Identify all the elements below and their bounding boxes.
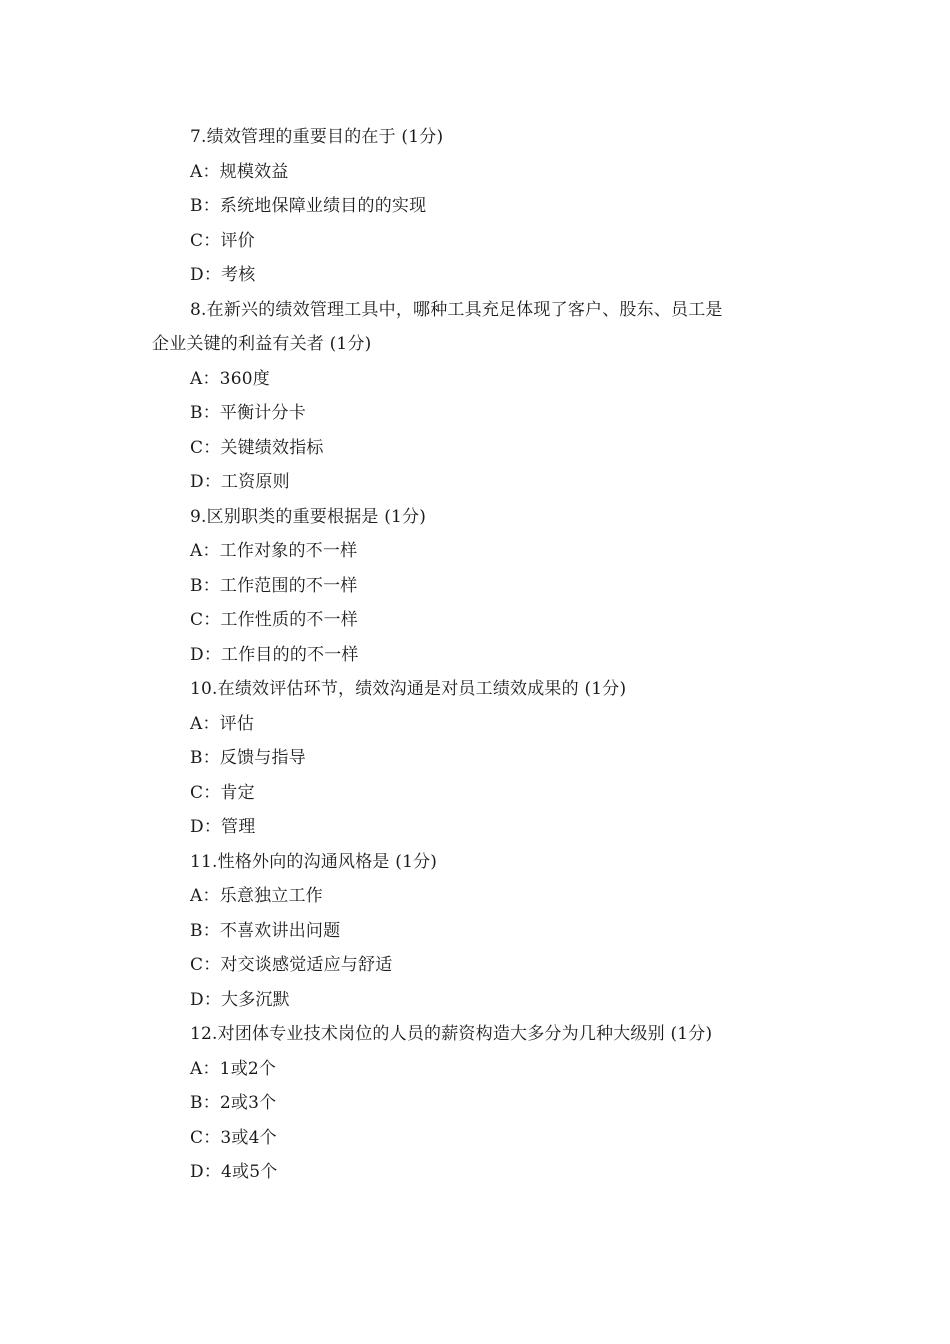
question-text: 12.对团体专业技术岗位的人员的薪资构造大多分为几种大级别 (1分) xyxy=(190,1024,713,1044)
question-10 xyxy=(152,672,792,845)
option-c: C：关键绩效指标 xyxy=(190,437,324,458)
question-7 xyxy=(152,120,792,293)
option-a: A：1或2个 xyxy=(190,1058,277,1079)
option-b: B：反馈与指导 xyxy=(190,748,306,768)
option-d: D：工作目的的不一样 xyxy=(190,644,359,665)
option-a: A：规模效益 xyxy=(190,161,289,182)
question-9 xyxy=(152,500,792,673)
question-text: 7.绩效管理的重要目的在于 (1分) xyxy=(190,127,444,147)
option-a: A：乐意独立工作 xyxy=(190,886,323,906)
option-a: A：评估 xyxy=(190,713,255,734)
option-d: D：4或5个 xyxy=(190,1162,278,1182)
option-b: B：系统地保障业绩目的的实现 xyxy=(190,196,427,216)
option-c: C：对交谈感觉适应与舒适 xyxy=(190,955,393,975)
question-8 xyxy=(152,293,792,500)
option-b: B：2或3个 xyxy=(190,1093,277,1113)
option-c: C：工作性质的不一样 xyxy=(190,610,359,630)
question-text: 10.在绩效评估环节，绩效沟通是对员工绩效成果的 (1分) xyxy=(190,679,627,699)
question-11 xyxy=(152,845,792,1018)
option-c: C：肯定 xyxy=(190,782,255,803)
option-b: B：平衡计分卡 xyxy=(190,403,306,423)
option-d: D：工资原则 xyxy=(190,472,290,492)
option-d: D：考核 xyxy=(190,265,256,285)
option-d: D：管理 xyxy=(190,817,256,837)
option-c: C：评价 xyxy=(190,230,255,251)
option-b: B：不喜欢讲出问题 xyxy=(190,920,341,941)
question-text: 8.在新兴的绩效管理工具中，哪种工具充足体现了客户、股东、员工是 xyxy=(190,299,723,320)
option-b: B：工作范围的不一样 xyxy=(190,575,358,596)
question-text-continued: 企业关键的利益有关者 (1分) xyxy=(152,334,372,354)
question-list xyxy=(152,120,792,1190)
option-a: A：工作对象的不一样 xyxy=(190,541,358,561)
option-a: A：360度 xyxy=(190,368,270,389)
option-d: D：大多沉默 xyxy=(190,989,290,1010)
question-text: 9.区别职类的重要根据是 (1分) xyxy=(190,506,427,527)
question-12 xyxy=(152,1017,792,1190)
option-c: C：3或4个 xyxy=(190,1127,277,1148)
question-text: 11.性格外向的沟通风格是 (1分) xyxy=(190,851,438,872)
